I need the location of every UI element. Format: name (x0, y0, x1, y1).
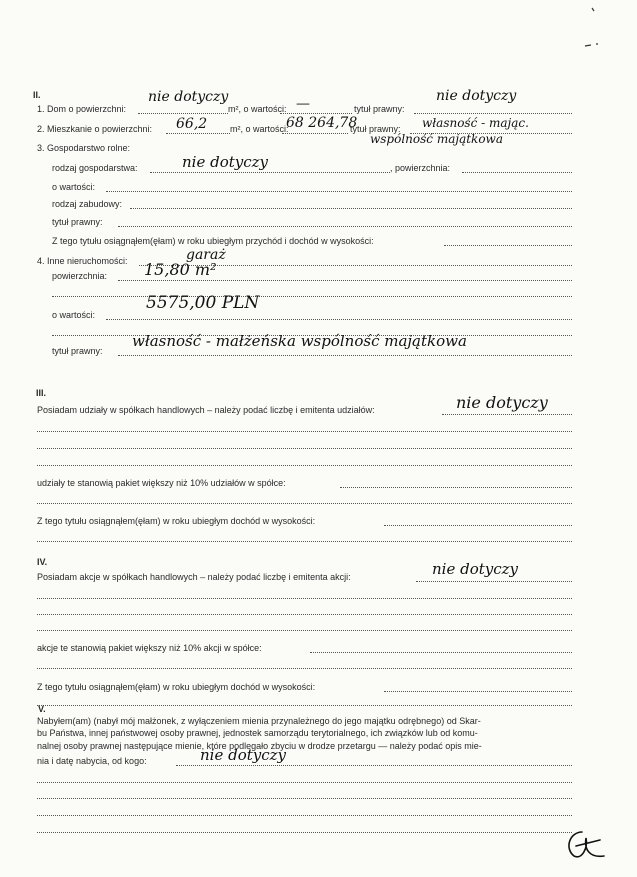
stocks-income-line-2 (37, 705, 572, 706)
section-5-line-4: nia i datę nabycia, od kogo: (37, 756, 147, 766)
other-value-handwriting: 5575,00 PLN (146, 293, 260, 313)
farm-value-label: o wartości: (52, 182, 96, 192)
farm-title-label: tytuł prawny: (52, 217, 103, 227)
flat-title-label: tytuł prawny: (350, 124, 401, 134)
flat-label: 2. Mieszkanie o powierzchni: (37, 124, 153, 134)
stocks-income-label: Z tego tytułu osiągnąłem(ęłam) w roku ubiegłym dochód w wysokości: (37, 682, 316, 692)
flat-unit: m², o wartości: (230, 124, 289, 134)
stocks-packet-line (310, 652, 572, 653)
farm-label: 3. Gospodarstwo rolne: (37, 143, 131, 153)
flat-value-line (282, 133, 348, 134)
stocks-packet-label: akcje te stanowią pakiet większy niż 10% akcji w spółce: (37, 643, 262, 653)
flat-title-handwriting-2: wspólność majątkowa (370, 132, 503, 146)
stocks-packet-line-2 (37, 668, 572, 669)
stocks-line-3 (37, 614, 572, 615)
section-5-heading: V. (38, 704, 46, 714)
shares-packet-label: udziały te stanowią pakiet większy niż 10% udziałów w spółce: (37, 478, 286, 488)
section-5-line-2: bu Państwa, innej państwowej osoby prawnej, jednostek samorządu terytorialnego, ich związków lub od komu- (37, 728, 478, 738)
farm-income-label: Z tego tytułu osiągnąłem(ęłam) w roku ubiegłym przychód i dochód w wysokości: (52, 236, 374, 246)
shares-handwriting: nie dotyczy (456, 393, 548, 412)
other-title-line (118, 355, 572, 356)
other-value-label: o wartości: (52, 310, 96, 320)
other-area-line (118, 280, 572, 281)
section-5-line-7 (37, 815, 572, 816)
shares-packet-line (340, 487, 572, 488)
shares-line-4 (37, 465, 572, 466)
house-value-line (280, 113, 352, 114)
stocks-line (416, 581, 572, 582)
house-title-handwriting: nie dotyczy (436, 88, 517, 104)
section-3-heading: III. (36, 388, 47, 398)
other-property-handwriting: garaż (186, 247, 226, 263)
farm-area-label: , powierzchnia: (390, 163, 451, 173)
house-value-handwriting: — (296, 96, 310, 112)
section-5-line-3: nalnej osoby prawnej następujące mienie, które podlegało zbyciu w drodze przetargu — należy podać opis mie- (37, 741, 482, 751)
initials-signature (560, 826, 610, 866)
house-unit: m², o wartości: (228, 104, 287, 114)
shares-label: Posiadam udziały w spółkach handlowych – należy podać liczbę i emitenta udziałów: (37, 405, 375, 415)
farm-buildings-line (130, 208, 572, 209)
farm-title-line (118, 226, 572, 227)
farm-type-handwriting: nie dotyczy (182, 153, 269, 171)
shares-line-3 (37, 448, 572, 449)
shares-income-line-2 (37, 541, 572, 542)
farm-income-line (444, 245, 572, 246)
house-area-handwriting: nie dotyczy (148, 89, 229, 105)
section-5-line-6 (37, 798, 572, 799)
farm-type-line (150, 172, 390, 173)
other-area-handwriting: 15,80 m² (144, 260, 217, 279)
flat-title-handwriting-1: własność - mając. (422, 116, 529, 130)
other-value-line (106, 319, 572, 320)
section-2-heading: II. (33, 90, 41, 100)
house-area-line (138, 113, 228, 114)
section-5-line-1: Nabyłem(am) (nabył mój małżonek, z wyłączeniem mienia przynależnego do jego majątku odrębnego) od Skar- (37, 716, 481, 726)
stocks-income-line (384, 691, 572, 692)
stocks-line-4 (37, 630, 572, 631)
farm-type-label: rodzaj gospodarstwa: (52, 163, 138, 173)
house-label: 1. Dom o powierzchni: (37, 104, 127, 114)
other-property-label: 4. Inne nieruchomości: (37, 256, 128, 266)
shares-line (442, 414, 572, 415)
farm-value-line (106, 191, 572, 192)
other-area-label: powierzchnia: (52, 271, 108, 281)
flat-area-handwriting: 66,2 (176, 116, 208, 132)
farm-area-line (462, 172, 572, 173)
stocks-handwriting: nie dotyczy (432, 560, 519, 578)
shares-income-line (384, 525, 572, 526)
other-extra-line-1 (52, 296, 572, 297)
other-title-handwriting: własność - małżeńska wspólność majątkowa (132, 332, 467, 350)
flat-area-line (166, 133, 230, 134)
shares-packet-line-2 (37, 503, 572, 504)
section-5-line-4-dots (176, 765, 572, 766)
stocks-line-2 (37, 598, 572, 599)
shares-line-2 (37, 431, 572, 432)
section-5-line-5 (37, 782, 572, 783)
shares-income-label: Z tego tytułu osiągnąłem(ęłam) w roku ubiegłym dochód w wysokości: (37, 516, 316, 526)
house-title-line (414, 113, 572, 114)
section-5-handwriting: nie dotyczy (200, 746, 287, 764)
other-title-label: tytuł prawny: (52, 346, 103, 356)
house-title-label: tytuł prawny: (354, 104, 405, 114)
section-5-line-8 (37, 832, 572, 833)
section-4-heading: IV. (37, 557, 48, 567)
flat-value-handwriting: 68 264,78 (286, 115, 358, 131)
farm-buildings-label: rodzaj zabudowy: (52, 199, 123, 209)
stocks-label: Posiadam akcje w spółkach handlowych – należy podać liczbę i emitenta akcji: (37, 572, 351, 582)
